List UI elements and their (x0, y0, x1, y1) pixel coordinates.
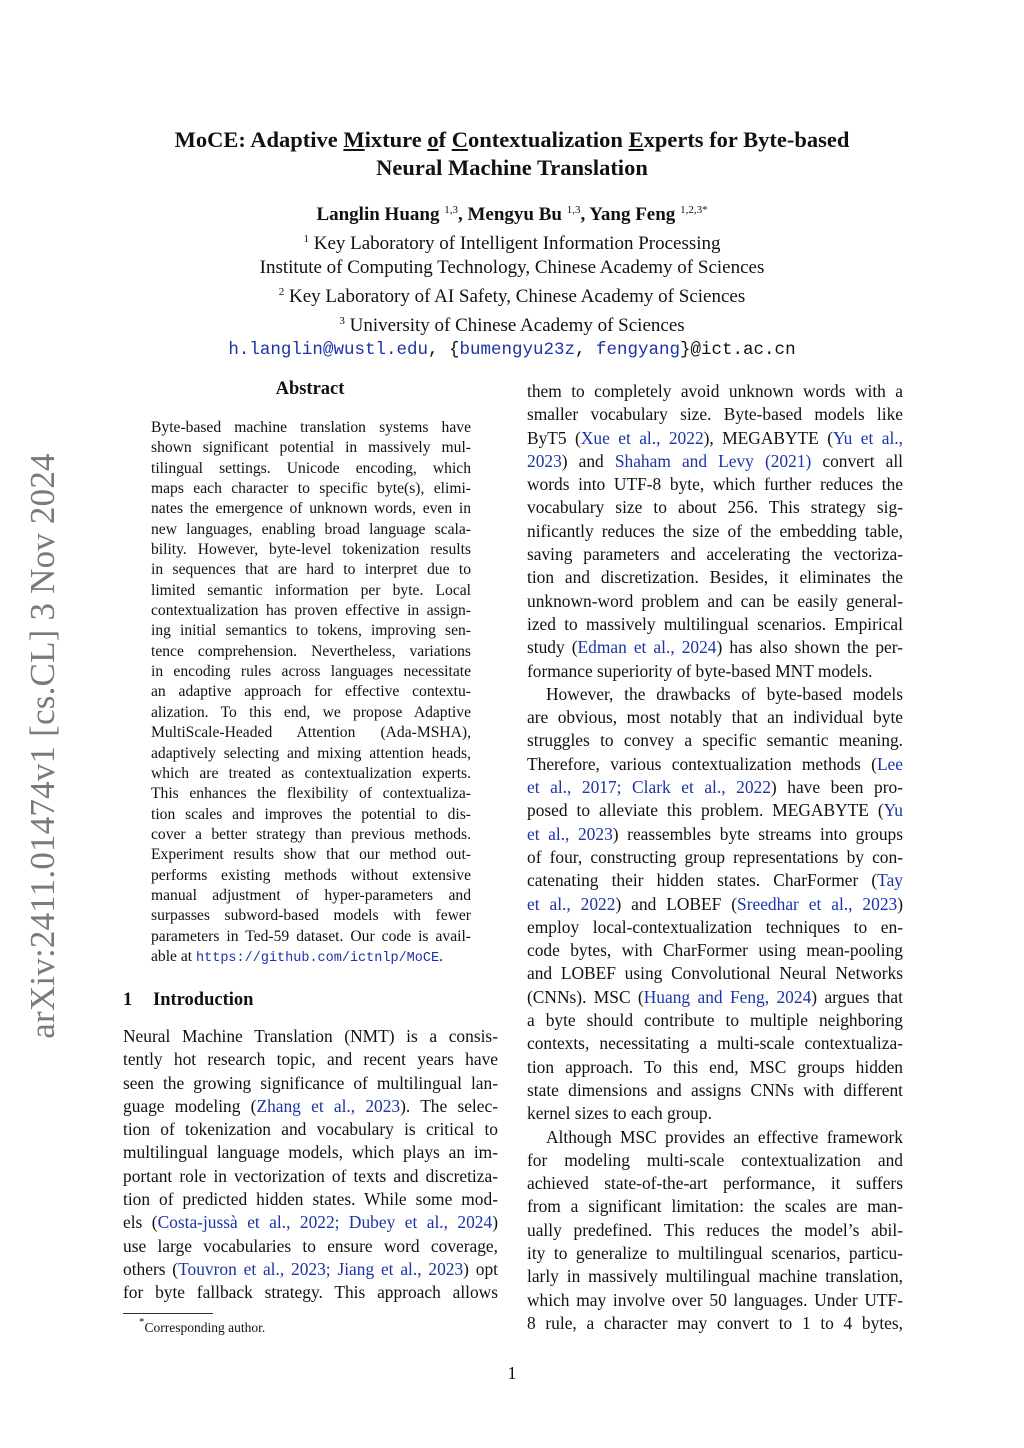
text-run: guage modeling ( (123, 1095, 257, 1116)
paragraph-line (527, 869, 903, 892)
paragraph-line (527, 706, 903, 729)
abstract-line: adaptively selecting and mixing attention heads, (151, 744, 471, 762)
paragraph-line (527, 543, 903, 566)
email-link[interactable]: h.langlin@wustl.edu (228, 340, 428, 360)
title-line-1 (0, 126, 1024, 154)
paragraph-line (527, 1195, 903, 1218)
paragraph-line (527, 1312, 903, 1335)
text-run: use large vocabularies to ensure word coverage, (123, 1235, 498, 1256)
paragraph-line (123, 1095, 498, 1118)
paragraph-line (527, 753, 903, 776)
paragraph-line (527, 613, 903, 636)
paragraph-line (123, 1025, 498, 1048)
paragraph-line (527, 496, 903, 519)
paragraph-line (123, 1165, 498, 1188)
email-link[interactable]: bumengyu23z (459, 340, 576, 360)
paragraph-line (527, 776, 903, 799)
abstract-line: tion scales and improves the potential to dis- (151, 805, 471, 823)
abstract-line: surpasses subword-based models with fewer (151, 907, 471, 925)
text-run: tion approach. To this end, MSC groups hidden (527, 1056, 903, 1077)
text-run: smaller vocabulary size. Byte-based models like (527, 404, 903, 425)
paragraph-line (123, 1281, 498, 1304)
text-run: multilingual language models, which plays an im- (123, 1142, 498, 1163)
abstract-line: contextualization has proven effective in assign- (151, 602, 471, 620)
text-run: vocabulary size to about 256. This strategy sig- (527, 497, 903, 518)
email-domain: }@ict.ac.cn (680, 340, 796, 360)
text-run: ) and (561, 450, 615, 471)
title-part: f (438, 127, 452, 152)
text-run: which may involve over 50 languages. Under UTF- (527, 1289, 903, 1310)
abstract-line: Experiment results show that our method out- (151, 846, 471, 864)
paragraph-line (527, 1056, 903, 1079)
text-run: ByT5 ( (527, 427, 581, 448)
right-column-body (527, 380, 903, 1335)
footnote-text: Corresponding author. (144, 1320, 266, 1335)
author-emails (0, 338, 1024, 362)
text-run: ) have been pro- (770, 777, 903, 798)
paragraph-line (527, 893, 903, 916)
text-run: convert all (811, 450, 903, 471)
paragraph-line (123, 1258, 498, 1281)
citation-link[interactable]: et al., 2022 (527, 893, 616, 914)
citation-link[interactable]: et al., 2023 (527, 823, 613, 844)
text-run: Although MSC provides an effective framework (546, 1126, 903, 1147)
email-link[interactable]: fengyang (596, 340, 681, 360)
email-separator: , { (427, 340, 460, 360)
text-run: saving parameters and accelerating the vectoriza- (527, 544, 903, 565)
abstract-line: MultiScale-Headed Attention (Ada-MSHA), (151, 724, 471, 742)
text-run: kernel sizes to each group. (527, 1103, 712, 1124)
affiliation-sup: 1 (303, 233, 309, 245)
paragraph-line (123, 1048, 498, 1071)
citation-link[interactable]: Sreedhar et al., 2023 (737, 893, 898, 914)
abstract-line: bility. However, byte-level tokenization results (151, 541, 471, 559)
paragraph-line (527, 1126, 903, 1149)
title-part: E (628, 127, 644, 152)
text-run: ) opt (463, 1258, 498, 1279)
text-run: and LOBEF using Convolutional Neural Networks (527, 963, 903, 984)
paragraph-line (527, 660, 903, 683)
citation-link[interactable]: Tay (877, 870, 903, 891)
paragraph-line (123, 1188, 498, 1211)
paragraph-line (527, 1102, 903, 1125)
affiliation-1 (0, 227, 1024, 256)
paper-title (0, 126, 1024, 182)
text-run: ually predefined. This reduces the model’s abil- (527, 1219, 903, 1240)
abstract-line: new languages, enabling broad language scala- (151, 520, 471, 538)
abstract-line: maps each character to specific byte(s), elimi- (151, 480, 471, 498)
text-run: Neural Machine Translation (NMT) is a consis- (123, 1026, 498, 1046)
abstract-line: parameters in Ted-59 dataset. Our code is avail- (151, 927, 471, 945)
affiliation-text: Key Laboratory of Intelligent Information Processing (313, 233, 721, 254)
author-block (0, 198, 1024, 362)
paragraph-line (527, 450, 903, 473)
text-run: ). The selec- (400, 1095, 498, 1116)
text-run: However, the drawbacks of byte-based models (546, 683, 903, 704)
paragraph-line (527, 590, 903, 613)
text-run: from a significant limitation: the scales are man- (527, 1196, 903, 1217)
affiliation-3 (0, 309, 1024, 338)
text-run: achieved state-of-the-art performance, it suffers (527, 1173, 903, 1194)
abstract-line: ing initial semantics to tokens, improving sen- (151, 622, 471, 640)
abstract-line: limited semantic information per byte. Local (151, 581, 471, 599)
footnote-mark: * (139, 1316, 145, 1328)
text-run: able at (151, 947, 197, 965)
abstract-line: an adaptive approach for effective contextu- (151, 683, 471, 701)
paragraph-line (527, 799, 903, 822)
citation-link[interactable]: Huang and Feng, 2024 (643, 986, 812, 1007)
abstract-line: cover a better strategy than previous methods. (151, 825, 471, 843)
text-run: catenating their hidden states. CharFormer ( (527, 870, 878, 891)
text-run: for modeling multi-scale contextualization and (527, 1149, 903, 1170)
abstract-line (151, 947, 471, 969)
citation-link[interactable]: Yu et al., (833, 427, 903, 448)
paragraph-line (527, 729, 903, 752)
paragraph-line (123, 1211, 498, 1234)
citation-link[interactable]: Shaham and Levy (2021) (614, 450, 812, 471)
text-run: nificantly reduces the size of the embedding table, (527, 520, 903, 541)
paragraph-line (527, 566, 903, 589)
paragraph-line (527, 916, 903, 939)
author-affil-sup: 1,3 (444, 204, 458, 216)
citation-link[interactable]: 2023 (527, 450, 562, 471)
author-name: Yang Feng (589, 204, 676, 225)
footnote (139, 1316, 265, 1336)
text-run: ity to generalize to multilingual scenarios, particu- (527, 1242, 903, 1263)
affiliation-1b: Institute of Computing Technology, Chinese Academy of Sciences (259, 257, 765, 278)
title-part: xperts for Byte-based (643, 127, 850, 152)
abstract-line: performs existing methods without extensive (151, 866, 471, 884)
text-run: formance superiority of byte-based MNT models. (527, 660, 873, 681)
abstract-line: tilingual settings. Unicode encoding, which (151, 459, 471, 477)
paragraph-line (527, 473, 903, 496)
paragraph-line (527, 986, 903, 1009)
text-run: posed to alleviate this problem. MEGABYTE ( (527, 800, 884, 821)
text-run: them to completely avoid unknown words with a (527, 381, 903, 401)
paragraph-line (527, 1032, 903, 1055)
paragraph-line (527, 683, 903, 706)
text-run: els ( (123, 1212, 158, 1233)
text-run: ) reassembles byte streams into groups (612, 823, 903, 844)
text-run: code bytes, with CharFormer using mean-pooling (527, 940, 903, 961)
text-run: ), MEGABYTE ( (703, 427, 834, 448)
paragraph-line (527, 427, 903, 450)
text-run: Therefore, various contextualization methods ( (527, 753, 877, 774)
paragraph-line (527, 1172, 903, 1195)
paragraph-line (527, 403, 903, 426)
text-run: larly in massively multilingual machine translation, (527, 1266, 903, 1287)
text-run: contexts, necessitating a multi-scale contextualiza- (527, 1033, 903, 1054)
title-part: ontextualization (467, 127, 629, 152)
title-line-2: Neural Machine Translation (376, 155, 648, 180)
citation-link[interactable]: Yu (883, 800, 903, 821)
paragraph-line (527, 1242, 903, 1265)
paragraph-line (527, 1265, 903, 1288)
author-affil-sup: 1,2,3* (680, 204, 708, 216)
text-run: ) and LOBEF ( (615, 893, 738, 914)
paragraph-line (527, 823, 903, 846)
affiliation-text: Key Laboratory of AI Safety, Chinese Academy of Sciences (289, 286, 746, 307)
affiliation-sup: 2 (278, 286, 285, 298)
abstract-line: shown significant potential in massively mul- (151, 439, 471, 457)
text-run: ) has also shown the per- (716, 637, 903, 658)
text-run: ) argues that (811, 986, 903, 1007)
paragraph-line (123, 1141, 498, 1164)
abstract-line: alization. To this end, we propose Adaptive (151, 703, 471, 721)
text-run: portant role in vectorization of texts and discretiza- (123, 1165, 498, 1186)
text-run: ) (897, 893, 904, 914)
text-run: ized to massively multilingual scenarios. Empirical (527, 613, 903, 634)
abstract-line: This enhances the flexibility of contextualiza- (151, 785, 471, 803)
text-run: study ( (527, 637, 578, 658)
citation-link[interactable]: Zhang et al., 2023 (256, 1095, 401, 1116)
title-part: M (343, 127, 365, 152)
section-heading-introduction (123, 990, 253, 1011)
text-run: state dimensions and assigns CNNs with different (527, 1079, 903, 1100)
author-names: Langlin Huang $^{1,3}$, Mengyu Bu $^{1,3}$, Yang Feng $^{1,2,3*}$ (316, 204, 708, 225)
abstract-line: in encoding rules across languages necessitate (151, 663, 471, 681)
text-run: struggles to convey a specific semantic meaning. (527, 730, 903, 751)
paragraph-line (527, 1289, 903, 1312)
text-run: tion of tokenization and vocabulary is critical to (123, 1119, 498, 1140)
affiliation-sup: 3 (339, 315, 345, 327)
title-part: ixture (364, 127, 428, 152)
text-run: (CNNs). MSC ( (527, 986, 644, 1007)
citation-link[interactable]: Edman et al., 2024 (577, 637, 717, 658)
page-number: 1 (507, 1363, 517, 1383)
citation-link[interactable]: et al., 2017; Clark et al., 2022 (527, 777, 771, 798)
paragraph-line (527, 636, 903, 659)
paragraph-line (527, 962, 903, 985)
text-run: others ( (123, 1258, 179, 1279)
paragraph-line (527, 846, 903, 869)
title-part: o (427, 127, 439, 152)
text-run: tently hot research topic, and recent years have (123, 1049, 498, 1070)
text-run: . (439, 947, 443, 965)
paragraph-line (123, 1072, 498, 1095)
text-run: seen the growing significance of multilingual lan- (123, 1072, 498, 1093)
paragraph-line (527, 1009, 903, 1032)
paragraph-line (527, 380, 903, 403)
text-run: words into UTF-8 byte, which further reduces the (527, 474, 903, 495)
section-title: Introduction (153, 990, 254, 1010)
text-run: 8 rule, a character may convert to 1 to 4 bytes, (527, 1312, 903, 1333)
citation-link[interactable]: Xue et al., 2022 (580, 427, 704, 448)
section-number: 1 (123, 990, 133, 1010)
footnote-rule (123, 1313, 213, 1314)
text-run: are obvious, most notably that an individual byte (527, 707, 903, 728)
author-affil-sup: 1,3 (566, 204, 581, 216)
paragraph-line (123, 1118, 498, 1141)
code-link[interactable]: https://github.com/ictnlp/MoCE (196, 950, 440, 966)
text-run: tion and discretization. Besides, it eliminates the (527, 567, 903, 588)
paragraph-line (527, 1079, 903, 1102)
citation-link[interactable]: Lee (876, 753, 903, 774)
citation-link[interactable]: Touvron et al., 2023; Jiang et al., 2023 (178, 1258, 464, 1279)
abstract-line: which are treated as contextualization experts. (151, 764, 471, 782)
text-run: a byte should contribute to multiple neighboring (527, 1010, 903, 1031)
abstract-line: tence comprehension. Nevertheless, variations (151, 642, 471, 660)
text-run: for byte fallback strategy. This approach allows (123, 1282, 498, 1303)
text-run: of four, constructing group representations by con- (527, 846, 903, 867)
paragraph-line (527, 1149, 903, 1172)
abstract-heading: Abstract (275, 379, 345, 399)
affiliation-text: University of Chinese Academy of Sciences (349, 315, 685, 336)
author-name: Mengyu Bu (467, 204, 562, 225)
affiliation-2 (0, 280, 1024, 309)
text-run: employ local-contextualization techniques to en- (527, 916, 903, 937)
text-run: tion of predicted hidden states. While some mod- (123, 1189, 498, 1210)
abstract-body (151, 418, 471, 969)
author-name: Langlin Huang (316, 204, 440, 225)
paragraph-line (527, 939, 903, 962)
paragraph-line (527, 520, 903, 543)
citation-link[interactable]: Costa-jussà et al., 2022; Dubey et al., 2024 (157, 1212, 493, 1233)
arxiv-stamp: arXiv:2411.01474v1 [cs.CL] 3 Nov 2024 (23, 453, 62, 1039)
title-part: MoCE: Adaptive (174, 127, 344, 152)
abstract-line: manual adjustment of hyper-parameters and (151, 886, 471, 904)
paragraph-line (123, 1235, 498, 1258)
abstract-line: nates the emergence of unknown words, even in (151, 500, 471, 518)
abstract-line: in sequences that are hard to interpret due to (151, 561, 471, 579)
introduction-body (123, 1025, 498, 1305)
text-run: ) (492, 1212, 498, 1233)
text-run: unknown-word problem and can be easily general- (527, 590, 903, 611)
email-separator: , (575, 340, 597, 360)
abstract-line: Byte-based machine translation systems have (151, 419, 471, 436)
title-part: C (451, 127, 468, 152)
paragraph-line (527, 1219, 903, 1242)
